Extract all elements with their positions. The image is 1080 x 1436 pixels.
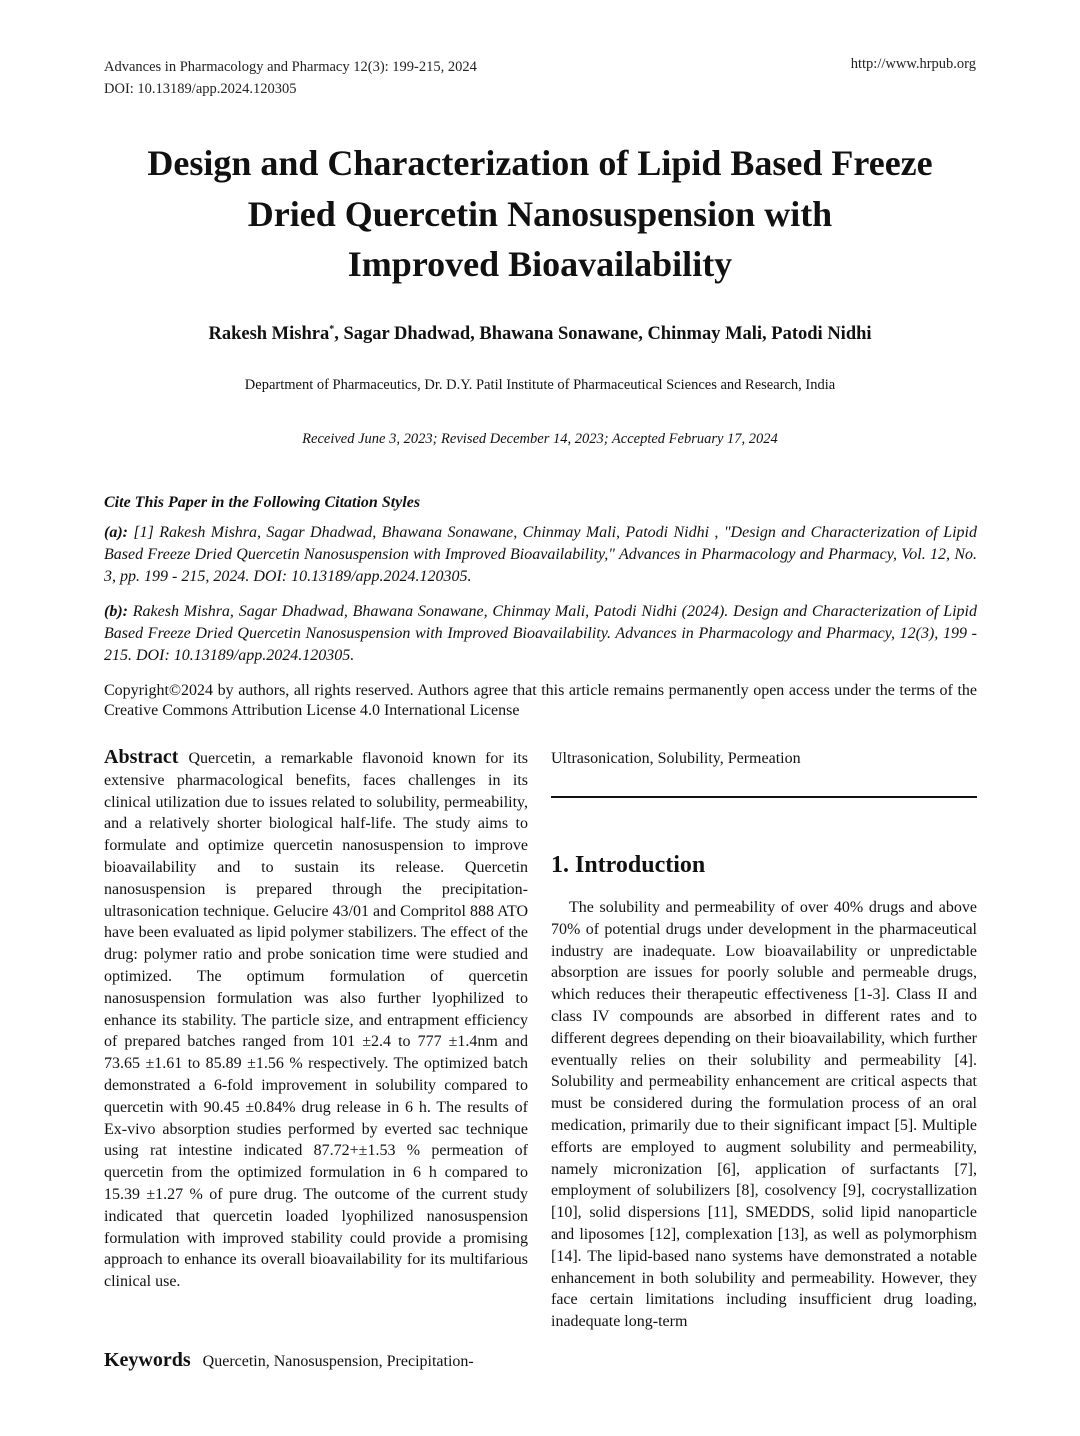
introduction-text: The solubility and permeability of over 40% drugs and above 70% of potential drugs under development in the pharmaceutical industry are inadequate. Low bioavailability or unpredictable absorption are issues for poorly soluble and permeable drugs, which reduces their therapeutic effectiveness [1-3]. Class II and class IV compounds are absorbed in different rates and to different degrees depending on their bioavailability, which further eventually relies on their solubility and permeability [4]. Solubility and permeability enhancement are critical aspects that must be considered during the formulation process of an oral medication, primarily due to their significant impact [5]. Multiple efforts are employed to augment solubility and permeability, namely micronization [6], application of surfactants [7], employment of solubilizers [8], cosolvency [9], cocrystallization [10], solid dispersions [11], SMEDDS, solid lipid nanoparticle and liposomes [12], complexation [13], as well as polymorphism [14]. The lipid-based nano systems have demonstrated a notable enhancement in both solubility and permeability. However, they face certain limitations including insufficient drug loading, inadequate long-term <box>551 899 977 1331</box>
corresponding-mark: * <box>329 324 335 335</box>
citation-a-label: (a): <box>104 524 128 541</box>
abstract-heading: Abstract <box>104 746 179 768</box>
journal-citation: Advances in Pharmacology and Pharmacy 12(3): 199-215, 2024 <box>104 59 477 75</box>
citation-heading: Cite This Paper in the Following Citation Styles <box>104 494 421 511</box>
keywords-heading: Keywords <box>104 1349 191 1371</box>
section-heading-introduction: 1. Introduction <box>551 852 706 878</box>
citation-style-b <box>104 601 977 667</box>
title-line: Dried Quercetin Nanosuspension with <box>247 193 833 234</box>
author-list <box>104 324 976 345</box>
keywords <box>104 1349 528 1373</box>
co-authors: , Sagar Dhadwad, Bhawana Sonawane, Chinmay Mali, Patodi Nidhi <box>334 324 872 345</box>
keywords-continued: Ultrasonication, Solubility, Permeation <box>551 750 801 767</box>
submission-dates: Received June 3, 2023; Revised December 14, 2023; Accepted February 17, 2024 <box>302 431 778 447</box>
title-line: Improved Bioavailability <box>347 244 733 284</box>
corresponding-author: Rakesh Mishra <box>208 324 330 345</box>
doi: DOI: 10.13189/app.2024.120305 <box>104 81 297 97</box>
citation-style-a <box>104 522 977 588</box>
citation-a-text: [1] Rakesh Mishra, Sagar Dhadwad, Bhawana Sonawane, Chinmay Mali, Patodi Nidhi , "Design and Characterization of Lipid Based Freeze Dried Quercetin Nanosuspension with Improved Bioavailability," Advances in Pharmacology and Pharmacy, Vol. 12, No. 3, pp. 199 - 215, 2024. DOI: 10.13189/app.2024.120305. <box>104 524 977 585</box>
paper-title <box>104 138 976 290</box>
citation-b-label: (b): <box>104 603 128 620</box>
journal-url[interactable]: http://www.hrpub.org <box>850 56 976 72</box>
copyright-notice: Copyright©2024 by authors, all rights reserved. Authors agree that this article remains permanently open access under the terms of the Creative Commons Attribution License 4.0 International License <box>104 682 977 719</box>
abstract <box>104 747 528 1293</box>
citation-b-text: Rakesh Mishra, Sagar Dhadwad, Bhawana Sonawane, Chinmay Mali, Patodi Nidhi (2024). Design and Characterization of Lipid Based Freeze Dried Quercetin Nanosuspension with Improved Bioavailability. Advances in Pharmacology and Pharmacy, 12(3), 199 - 215. DOI: 10.13189/app.2024.120305. <box>104 603 977 664</box>
section-divider <box>551 796 977 798</box>
title-line: Design and Characterization of Lipid Based Freeze <box>147 143 933 183</box>
abstract-text: Quercetin, a remarkable flavonoid known for its extensive pharmacological benefits, faces challenges in its clinical utilization due to issues related to solubility, permeability, and a relatively shorter biological half-life. The study aims to formulate and optimize quercetin nanosuspension to improve bioavailability and to sustain its release. Quercetin nanosuspension is prepared through the precipitation-ultrasonication technique. Gelucire 43/01 and Compritol 888 ATO have been evaluated as lipid polymer stabilizers. The effect of the drug: polymer ratio and probe sonication time were studied and optimized. The optimum formulation of quercetin nanosuspension formulation was also further lyophilized to enhance its stability. The particle size, and entrapment efficiency of prepared batches ranged from 101 ±2.4 to 777 ±1.4nm and 73.65 ±1.61 to 85.89 ±1.56 % respectively. The optimized batch demonstrated a 6-fold improvement in solubility compared to quercetin with 90.45 ±0.84% drug release in 6 h. The results of Ex-vivo absorption studies performed by everted sac technique using rat intestine indicated 87.72+±1.53 % permeation of quercetin from the optimized formulation in 6 h compared to 15.39 ±1.27 % of pure drug. The outcome of the current study indicated that quercetin loaded lyophilized nanosuspension formulation with improved stability could provide a promising approach to enhance its overall bioavailability for its multifarious clinical use. <box>104 750 528 1291</box>
affiliation: Department of Pharmaceutics, Dr. D.Y. Patil Institute of Pharmaceutical Sciences and Research, India <box>244 377 836 393</box>
keywords-text: Quercetin, Nanosuspension, Precipitation- <box>202 1353 474 1370</box>
